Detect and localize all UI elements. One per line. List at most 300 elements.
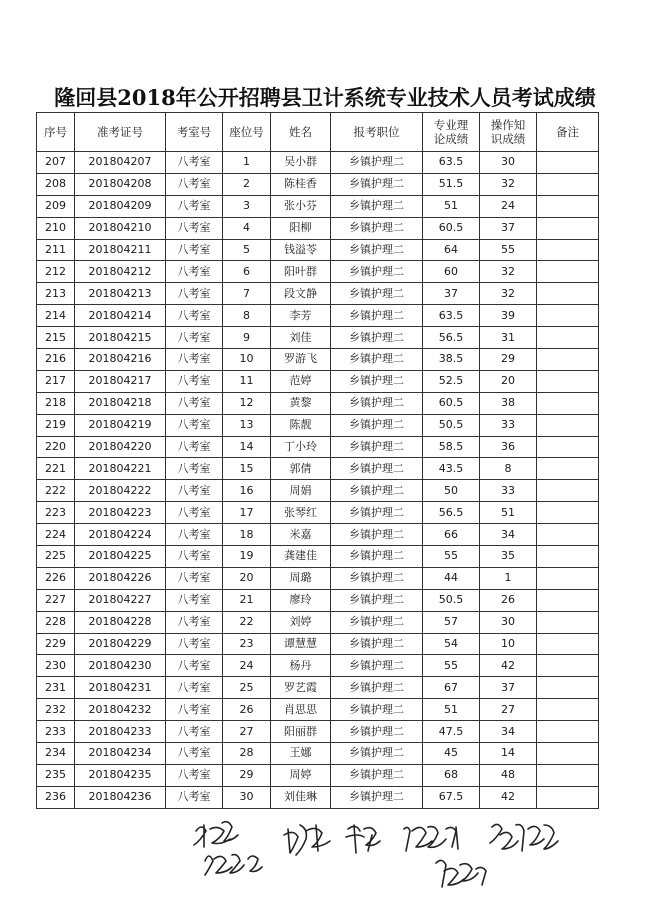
cell-ticket: 201804228	[75, 611, 166, 633]
table-row	[37, 611, 599, 633]
signature-6	[490, 824, 558, 851]
cell-seat: 13	[223, 414, 271, 436]
header-remark: 备注	[537, 113, 599, 152]
cell-name: 杨丹	[271, 655, 331, 677]
cell-ticket: 201804207	[75, 152, 166, 174]
cell-seat: 12	[223, 392, 271, 414]
table-row	[37, 217, 599, 239]
cell-remark	[537, 392, 599, 414]
cell-seq: 222	[37, 480, 75, 502]
signature-2	[205, 855, 262, 875]
cell-ticket: 201804214	[75, 305, 166, 327]
table-row	[37, 589, 599, 611]
cell-theory: 54	[423, 633, 480, 655]
cell-ticket: 201804225	[75, 546, 166, 568]
cell-room: 八考室	[166, 786, 223, 808]
cell-theory: 52.5	[423, 370, 480, 392]
cell-practice: 32	[480, 261, 537, 283]
cell-position: 乡镇护理二	[331, 743, 423, 765]
cell-room: 八考室	[166, 173, 223, 195]
cell-ticket: 201804215	[75, 327, 166, 349]
cell-remark	[537, 743, 599, 765]
cell-seq: 226	[37, 567, 75, 589]
cell-ticket: 201804208	[75, 173, 166, 195]
cell-practice: 31	[480, 327, 537, 349]
signature-5	[404, 827, 458, 851]
cell-practice: 30	[480, 152, 537, 174]
cell-practice: 37	[480, 217, 537, 239]
cell-seq: 210	[37, 217, 75, 239]
cell-practice: 10	[480, 633, 537, 655]
cell-position: 乡镇护理二	[331, 655, 423, 677]
cell-room: 八考室	[166, 480, 223, 502]
cell-room: 八考室	[166, 524, 223, 546]
cell-remark	[537, 436, 599, 458]
cell-seat: 24	[223, 655, 271, 677]
cell-seat: 1	[223, 152, 271, 174]
cell-practice: 38	[480, 392, 537, 414]
table-row	[37, 524, 599, 546]
cell-room: 八考室	[166, 764, 223, 786]
header-theory	[423, 113, 480, 152]
cell-seat: 30	[223, 786, 271, 808]
cell-seat: 28	[223, 743, 271, 765]
table-header-row	[37, 113, 599, 152]
cell-position: 乡镇护理二	[331, 195, 423, 217]
cell-room: 八考室	[166, 217, 223, 239]
cell-seat: 2	[223, 173, 271, 195]
cell-seq: 236	[37, 786, 75, 808]
cell-remark	[537, 261, 599, 283]
cell-practice: 36	[480, 436, 537, 458]
cell-theory: 64	[423, 239, 480, 261]
table-row	[37, 677, 599, 699]
cell-practice: 33	[480, 480, 537, 502]
cell-remark	[537, 721, 599, 743]
cell-practice: 30	[480, 611, 537, 633]
table-row	[37, 414, 599, 436]
cell-remark	[537, 370, 599, 392]
cell-seat: 7	[223, 283, 271, 305]
cell-remark	[537, 152, 599, 174]
signature-area	[0, 815, 650, 893]
cell-position: 乡镇护理二	[331, 152, 423, 174]
cell-room: 八考室	[166, 195, 223, 217]
cell-position: 乡镇护理二	[331, 721, 423, 743]
cell-theory: 37	[423, 283, 480, 305]
cell-seat: 10	[223, 349, 271, 371]
cell-name: 肖思思	[271, 699, 331, 721]
cell-room: 八考室	[166, 721, 223, 743]
table-row	[37, 195, 599, 217]
cell-name: 黄黎	[271, 392, 331, 414]
cell-name: 王娜	[271, 743, 331, 765]
cell-room: 八考室	[166, 633, 223, 655]
cell-seat: 6	[223, 261, 271, 283]
cell-room: 八考室	[166, 152, 223, 174]
cell-theory: 47.5	[423, 721, 480, 743]
table-row	[37, 699, 599, 721]
cell-theory: 51.5	[423, 173, 480, 195]
cell-room: 八考室	[166, 677, 223, 699]
cell-ticket: 201804211	[75, 239, 166, 261]
cell-remark	[537, 764, 599, 786]
table-row	[37, 764, 599, 786]
cell-room: 八考室	[166, 436, 223, 458]
header-seq: 序号	[37, 113, 75, 152]
cell-room: 八考室	[166, 370, 223, 392]
cell-remark	[537, 195, 599, 217]
cell-ticket: 201804216	[75, 349, 166, 371]
cell-name: 周娟	[271, 480, 331, 502]
cell-seq: 208	[37, 173, 75, 195]
cell-name: 阳柳	[271, 217, 331, 239]
cell-remark	[537, 567, 599, 589]
cell-room: 八考室	[166, 502, 223, 524]
cell-position: 乡镇护理二	[331, 283, 423, 305]
cell-practice: 37	[480, 677, 537, 699]
cell-room: 八考室	[166, 589, 223, 611]
cell-remark	[537, 633, 599, 655]
cell-practice: 1	[480, 567, 537, 589]
cell-ticket: 201804218	[75, 392, 166, 414]
cell-seq: 218	[37, 392, 75, 414]
cell-position: 乡镇护理二	[331, 786, 423, 808]
table-row	[37, 786, 599, 808]
cell-seq: 214	[37, 305, 75, 327]
cell-position: 乡镇护理二	[331, 611, 423, 633]
cell-remark	[537, 414, 599, 436]
cell-name: 阳叶群	[271, 261, 331, 283]
cell-remark	[537, 786, 599, 808]
header-name: 姓名	[271, 113, 331, 152]
cell-position: 乡镇护理二	[331, 261, 423, 283]
cell-seat: 4	[223, 217, 271, 239]
cell-position: 乡镇护理二	[331, 392, 423, 414]
cell-seat: 16	[223, 480, 271, 502]
table-row	[37, 458, 599, 480]
cell-name: 张小芬	[271, 195, 331, 217]
table-row	[37, 392, 599, 414]
cell-theory: 55	[423, 655, 480, 677]
cell-name: 陈桂香	[271, 173, 331, 195]
cell-theory: 58.5	[423, 436, 480, 458]
header-theory-line1: 专业理	[433, 118, 469, 132]
cell-practice: 20	[480, 370, 537, 392]
table-row	[37, 546, 599, 568]
cell-seat: 15	[223, 458, 271, 480]
table-row	[37, 283, 599, 305]
signature-1	[194, 822, 238, 847]
cell-ticket: 201804227	[75, 589, 166, 611]
table-body	[37, 152, 599, 809]
cell-ticket: 201804212	[75, 261, 166, 283]
cell-seat: 8	[223, 305, 271, 327]
cell-name: 范婷	[271, 370, 331, 392]
cell-remark	[537, 546, 599, 568]
header-room: 考室号	[166, 113, 223, 152]
cell-seq: 234	[37, 743, 75, 765]
cell-room: 八考室	[166, 655, 223, 677]
cell-seq: 228	[37, 611, 75, 633]
cell-seq: 219	[37, 414, 75, 436]
cell-seat: 9	[223, 327, 271, 349]
cell-seq: 209	[37, 195, 75, 217]
header-practice-line2: 识成绩	[490, 132, 526, 146]
header-position: 报考职位	[331, 113, 423, 152]
cell-position: 乡镇护理二	[331, 173, 423, 195]
table-row	[37, 567, 599, 589]
cell-remark	[537, 502, 599, 524]
cell-practice: 29	[480, 349, 537, 371]
cell-theory: 67	[423, 677, 480, 699]
cell-position: 乡镇护理二	[331, 480, 423, 502]
header-seat: 座位号	[223, 113, 271, 152]
signature-7	[436, 860, 486, 887]
cell-remark	[537, 480, 599, 502]
table-row	[37, 721, 599, 743]
cell-name: 龚建佳	[271, 546, 331, 568]
cell-name: 郭倩	[271, 458, 331, 480]
cell-room: 八考室	[166, 743, 223, 765]
cell-seat: 3	[223, 195, 271, 217]
cell-ticket: 201804223	[75, 502, 166, 524]
cell-ticket: 201804236	[75, 786, 166, 808]
cell-room: 八考室	[166, 239, 223, 261]
cell-theory: 66	[423, 524, 480, 546]
cell-name: 李芳	[271, 305, 331, 327]
cell-position: 乡镇护理二	[331, 546, 423, 568]
signature-4	[346, 825, 380, 853]
cell-practice: 39	[480, 305, 537, 327]
cell-practice: 55	[480, 239, 537, 261]
cell-remark	[537, 677, 599, 699]
cell-seq: 231	[37, 677, 75, 699]
table-row	[37, 261, 599, 283]
cell-position: 乡镇护理二	[331, 327, 423, 349]
cell-theory: 45	[423, 743, 480, 765]
table-row	[37, 327, 599, 349]
cell-room: 八考室	[166, 414, 223, 436]
cell-ticket: 201804229	[75, 633, 166, 655]
cell-practice: 33	[480, 414, 537, 436]
cell-ticket: 201804209	[75, 195, 166, 217]
cell-room: 八考室	[166, 327, 223, 349]
cell-name: 周婷	[271, 764, 331, 786]
cell-theory: 55	[423, 546, 480, 568]
table-row	[37, 480, 599, 502]
cell-room: 八考室	[166, 458, 223, 480]
cell-position: 乡镇护理二	[331, 370, 423, 392]
cell-theory: 50.5	[423, 589, 480, 611]
cell-theory: 50	[423, 480, 480, 502]
cell-name: 罗艺霞	[271, 677, 331, 699]
cell-seq: 216	[37, 349, 75, 371]
cell-position: 乡镇护理二	[331, 502, 423, 524]
cell-remark	[537, 217, 599, 239]
cell-ticket: 201804222	[75, 480, 166, 502]
cell-ticket: 201804224	[75, 524, 166, 546]
cell-ticket: 201804213	[75, 283, 166, 305]
cell-theory: 56.5	[423, 327, 480, 349]
cell-seat: 26	[223, 699, 271, 721]
cell-ticket: 201804226	[75, 567, 166, 589]
cell-seq: 233	[37, 721, 75, 743]
cell-name: 廖玲	[271, 589, 331, 611]
cell-position: 乡镇护理二	[331, 524, 423, 546]
cell-practice: 35	[480, 546, 537, 568]
cell-room: 八考室	[166, 546, 223, 568]
cell-position: 乡镇护理二	[331, 589, 423, 611]
cell-name: 刘婷	[271, 611, 331, 633]
header-practice	[480, 113, 537, 152]
cell-name: 丁小玲	[271, 436, 331, 458]
cell-room: 八考室	[166, 283, 223, 305]
cell-seat: 23	[223, 633, 271, 655]
cell-theory: 57	[423, 611, 480, 633]
cell-seq: 230	[37, 655, 75, 677]
cell-theory: 38.5	[423, 349, 480, 371]
cell-name: 谭慧慧	[271, 633, 331, 655]
cell-name: 吴小群	[271, 152, 331, 174]
cell-theory: 50.5	[423, 414, 480, 436]
cell-practice: 32	[480, 173, 537, 195]
cell-seq: 223	[37, 502, 75, 524]
cell-ticket: 201804232	[75, 699, 166, 721]
cell-room: 八考室	[166, 305, 223, 327]
table-row	[37, 173, 599, 195]
cell-name: 刘佳	[271, 327, 331, 349]
cell-name: 陈靓	[271, 414, 331, 436]
handwritten-signatures	[0, 815, 650, 893]
cell-ticket: 201804233	[75, 721, 166, 743]
cell-practice: 24	[480, 195, 537, 217]
cell-seq: 213	[37, 283, 75, 305]
cell-seat: 19	[223, 546, 271, 568]
cell-name: 米嘉	[271, 524, 331, 546]
cell-practice: 34	[480, 524, 537, 546]
cell-seq: 211	[37, 239, 75, 261]
cell-practice: 42	[480, 655, 537, 677]
cell-remark	[537, 327, 599, 349]
cell-seat: 11	[223, 370, 271, 392]
cell-remark	[537, 349, 599, 371]
table-row	[37, 239, 599, 261]
cell-remark	[537, 589, 599, 611]
cell-position: 乡镇护理二	[331, 633, 423, 655]
cell-theory: 60	[423, 261, 480, 283]
cell-position: 乡镇护理二	[331, 414, 423, 436]
cell-ticket: 201804210	[75, 217, 166, 239]
cell-seq: 225	[37, 546, 75, 568]
cell-position: 乡镇护理二	[331, 764, 423, 786]
cell-position: 乡镇护理二	[331, 458, 423, 480]
cell-seq: 232	[37, 699, 75, 721]
cell-remark	[537, 524, 599, 546]
cell-name: 阳丽群	[271, 721, 331, 743]
cell-position: 乡镇护理二	[331, 217, 423, 239]
cell-ticket: 201804221	[75, 458, 166, 480]
cell-theory: 67.5	[423, 786, 480, 808]
cell-seat: 18	[223, 524, 271, 546]
cell-name: 刘佳琳	[271, 786, 331, 808]
cell-seq: 221	[37, 458, 75, 480]
cell-room: 八考室	[166, 392, 223, 414]
cell-remark	[537, 458, 599, 480]
cell-name: 段文静	[271, 283, 331, 305]
cell-practice: 27	[480, 699, 537, 721]
cell-seq: 220	[37, 436, 75, 458]
cell-theory: 60.5	[423, 392, 480, 414]
cell-seat: 22	[223, 611, 271, 633]
cell-theory: 68	[423, 764, 480, 786]
signature-3	[284, 825, 330, 855]
cell-room: 八考室	[166, 699, 223, 721]
cell-seq: 212	[37, 261, 75, 283]
cell-seat: 17	[223, 502, 271, 524]
cell-name: 周璐	[271, 567, 331, 589]
cell-room: 八考室	[166, 261, 223, 283]
cell-seat: 27	[223, 721, 271, 743]
cell-name: 罗游飞	[271, 349, 331, 371]
table-row	[37, 502, 599, 524]
table-row	[37, 152, 599, 174]
cell-ticket: 201804217	[75, 370, 166, 392]
cell-remark	[537, 699, 599, 721]
cell-practice: 42	[480, 786, 537, 808]
cell-theory: 60.5	[423, 217, 480, 239]
table-row	[37, 655, 599, 677]
cell-remark	[537, 173, 599, 195]
cell-position: 乡镇护理二	[331, 677, 423, 699]
cell-ticket: 201804220	[75, 436, 166, 458]
table-row	[37, 743, 599, 765]
header-practice-line1: 操作知	[490, 118, 526, 132]
cell-room: 八考室	[166, 567, 223, 589]
cell-practice: 14	[480, 743, 537, 765]
cell-position: 乡镇护理二	[331, 305, 423, 327]
cell-theory: 51	[423, 699, 480, 721]
cell-remark	[537, 305, 599, 327]
cell-position: 乡镇护理二	[331, 349, 423, 371]
table-row	[37, 370, 599, 392]
cell-theory: 63.5	[423, 305, 480, 327]
cell-theory: 63.5	[423, 152, 480, 174]
document-title: 隆回县2018年公开招聘县卫计系统专业技术人员考试成绩	[54, 85, 596, 110]
cell-seat: 25	[223, 677, 271, 699]
cell-theory: 51	[423, 195, 480, 217]
cell-theory: 44	[423, 567, 480, 589]
cell-seq: 217	[37, 370, 75, 392]
cell-practice: 34	[480, 721, 537, 743]
cell-position: 乡镇护理二	[331, 567, 423, 589]
cell-seq: 227	[37, 589, 75, 611]
cell-ticket: 201804219	[75, 414, 166, 436]
cell-practice: 32	[480, 283, 537, 305]
table-row	[37, 349, 599, 371]
cell-name: 钱溢苓	[271, 239, 331, 261]
cell-practice: 51	[480, 502, 537, 524]
table-row	[37, 633, 599, 655]
cell-seat: 14	[223, 436, 271, 458]
cell-seq: 215	[37, 327, 75, 349]
cell-theory: 56.5	[423, 502, 480, 524]
table-row	[37, 305, 599, 327]
cell-remark	[537, 655, 599, 677]
cell-position: 乡镇护理二	[331, 436, 423, 458]
cell-room: 八考室	[166, 611, 223, 633]
cell-seat: 5	[223, 239, 271, 261]
